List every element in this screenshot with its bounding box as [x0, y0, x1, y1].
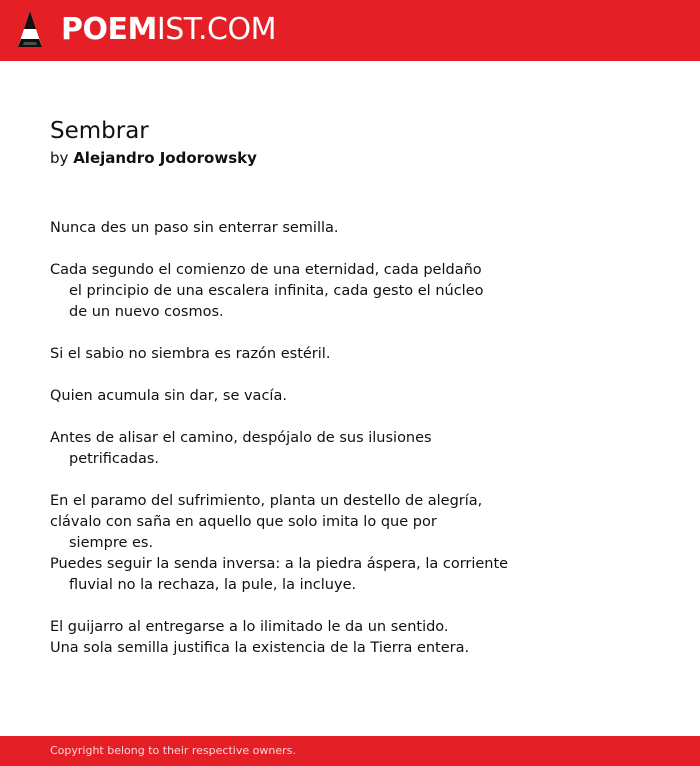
stanza-gap: [50, 365, 650, 386]
logo-text-bold: POEM: [61, 12, 157, 47]
poem-body: [50, 218, 650, 659]
logo-text-light: IST.COM: [156, 12, 276, 47]
poem-heading: [50, 117, 650, 168]
poem-line: Puedes seguir la senda inversa: a la piedra áspera, la corriente: [50, 556, 509, 572]
stanza-gap: [50, 239, 650, 260]
byline: [50, 148, 650, 168]
poem-line: Cada segundo el comienzo de una eternidad, cada peldaño: [50, 262, 482, 278]
poem-line: Una sola semilla justifica la existencia de la Tierra entera.: [50, 640, 470, 656]
poem-line: de un nuevo cosmos.: [69, 304, 224, 320]
pencil-icon[interactable]: [17, 10, 43, 52]
site-footer: [0, 736, 700, 766]
stanza-gap: [50, 407, 650, 428]
poem-line: Antes de alisar el camino, despójalo de sus ilusiones: [50, 430, 432, 446]
poem-line: siempre es.: [69, 535, 154, 551]
poem-line: fluvial no la rechaza, la pule, la incluye.: [69, 577, 357, 593]
poem-line: Si el sabio no siembra es razón estéril.: [50, 346, 331, 362]
stanza-gap: [50, 596, 650, 617]
poem-line: petrificadas.: [69, 451, 160, 467]
site-header: [0, 0, 700, 61]
poem-title: Sembrar: [50, 118, 149, 144]
poem-line: El guijarro al entregarse a lo ilimitado le da un sentido.: [50, 619, 449, 635]
poem-line: el principio de una escalera infinita, cada gesto el núcleo: [69, 283, 484, 299]
author-name: Alejandro Jodorowsky: [73, 149, 257, 167]
poem-line: Quien acumula sin dar, se vacía.: [50, 388, 287, 404]
poem-line: Nunca des un paso sin enterrar semilla.: [50, 220, 339, 236]
poem-line: En el paramo del sufrimiento, planta un destello de alegría,: [50, 493, 483, 509]
poem-line: clávalo con saña en aquello que solo imita lo que por: [50, 514, 437, 530]
site-logo[interactable]: [61, 12, 276, 48]
stanza-gap: [50, 470, 650, 491]
stanza-gap: [50, 323, 650, 344]
byline-prefix: by: [50, 149, 69, 167]
copyright-notice: Copyright belong to their respective owners.: [50, 744, 296, 757]
